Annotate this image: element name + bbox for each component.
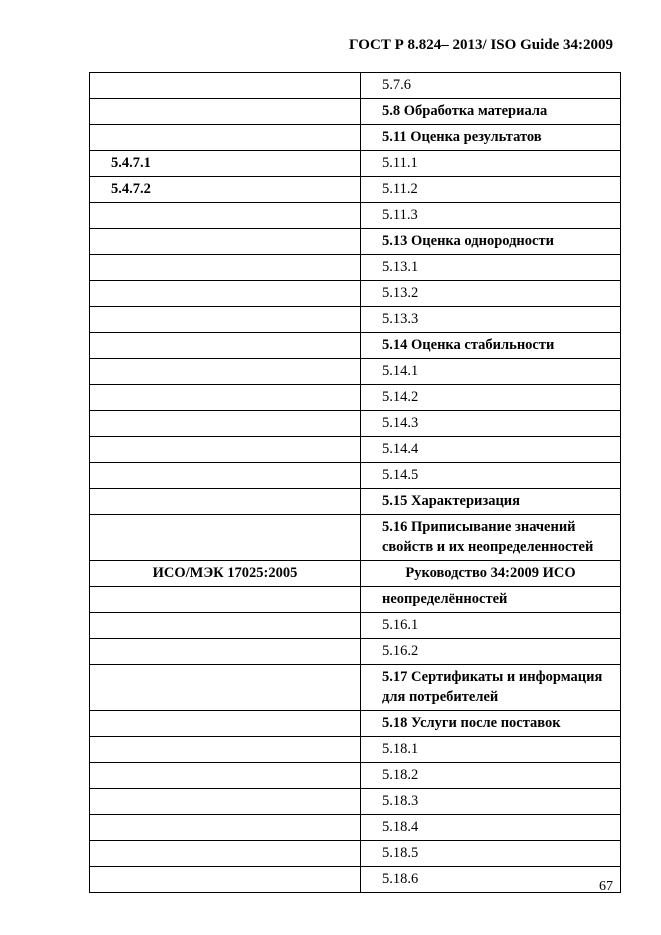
table-row [90, 665, 621, 711]
table-row [90, 489, 621, 515]
iso-17025-clause-cell [90, 665, 361, 711]
guide-34-clause-cell: 5.14.4 [361, 437, 621, 463]
table-row [90, 203, 621, 229]
guide-34-clause-cell: 5.8 Обработка материала [361, 99, 621, 125]
guide-34-clause-cell: 5.17 Сертификаты и информация для потребителей [361, 665, 621, 711]
table-row [90, 463, 621, 489]
table-header-row [90, 561, 621, 587]
table-row [90, 229, 621, 255]
table-row [90, 841, 621, 867]
iso-17025-clause-cell [90, 359, 361, 385]
guide-34-clause-cell: 5.16.1 [361, 613, 621, 639]
iso-17025-clause-cell: 5.4.7.2 [90, 177, 361, 203]
iso-17025-clause-cell [90, 463, 361, 489]
iso-17025-clause-cell: 5.4.7.1 [90, 151, 361, 177]
guide-34-clause-cell: 5.18.5 [361, 841, 621, 867]
iso-17025-clause-cell [90, 203, 361, 229]
guide-34-clause-cell: 5.18 Услуги после поставок [361, 711, 621, 737]
iso-17025-clause-cell [90, 437, 361, 463]
guide-34-clause-cell: 5.18.3 [361, 789, 621, 815]
guide-34-clause-cell: 5.7.6 [361, 73, 621, 99]
guide-34-clause-cell: 5.18.6 [361, 867, 621, 893]
iso-17025-clause-cell [90, 763, 361, 789]
guide-34-clause-cell: 5.13 Оценка однородности [361, 229, 621, 255]
table-row [90, 73, 621, 99]
guide-34-clause-cell: 5.14.1 [361, 359, 621, 385]
guide-34-clause-cell: 5.14.5 [361, 463, 621, 489]
table-row [90, 613, 621, 639]
iso-17025-clause-cell [90, 613, 361, 639]
guide-34-clause-cell: 5.11 Оценка результатов [361, 125, 621, 151]
iso-17025-clause-cell [90, 281, 361, 307]
iso-17025-clause-cell [90, 99, 361, 125]
guide-34-clause-cell: 5.16 Приписывание значений свойств и их неопределенностей [361, 515, 621, 561]
table-row [90, 437, 621, 463]
iso-17025-clause-cell [90, 639, 361, 665]
iso-17025-clause-cell [90, 255, 361, 281]
page-number: 67 [599, 879, 613, 894]
table-row [90, 867, 621, 893]
guide-34-clause-cell: 5.13.2 [361, 281, 621, 307]
iso-17025-clause-cell [90, 515, 361, 561]
table-row [90, 151, 621, 177]
table-row [90, 711, 621, 737]
guide-34-clause-cell: 5.13.3 [361, 307, 621, 333]
iso-17025-clause-cell: ИСО/МЭК 17025:2005 [90, 561, 361, 587]
table-row [90, 307, 621, 333]
iso-17025-clause-cell [90, 229, 361, 255]
iso-17025-clause-cell [90, 73, 361, 99]
guide-34-clause-cell: 5.16.2 [361, 639, 621, 665]
guide-34-clause-cell: неопределённостей [361, 587, 621, 613]
guide-34-clause-cell: Руководство 34:2009 ИСО [361, 561, 621, 587]
iso-17025-clause-cell [90, 587, 361, 613]
iso-17025-clause-cell [90, 737, 361, 763]
table-row [90, 515, 621, 561]
iso-17025-clause-cell [90, 789, 361, 815]
guide-34-clause-cell: 5.11.2 [361, 177, 621, 203]
guide-34-clause-cell: 5.15 Характеризация [361, 489, 621, 515]
table-row [90, 281, 621, 307]
guide-34-clause-cell: 5.11.3 [361, 203, 621, 229]
iso-17025-clause-cell [90, 307, 361, 333]
correspondence-table [89, 72, 621, 893]
iso-17025-clause-cell [90, 333, 361, 359]
guide-34-clause-cell: 5.18.4 [361, 815, 621, 841]
guide-34-clause-cell: 5.18.1 [361, 737, 621, 763]
table-row [90, 99, 621, 125]
table-row [90, 789, 621, 815]
table-row [90, 763, 621, 789]
guide-34-clause-cell: 5.14 Оценка стабильности [361, 333, 621, 359]
guide-34-clause-cell: 5.13.1 [361, 255, 621, 281]
table-row [90, 639, 621, 665]
iso-17025-clause-cell [90, 711, 361, 737]
iso-17025-clause-cell [90, 125, 361, 151]
iso-17025-clause-cell [90, 385, 361, 411]
page-header-title: ГОСТ Р 8.824– 2013/ ISO Guide 34:2009 [349, 37, 613, 53]
table-row [90, 125, 621, 151]
guide-34-clause-cell: 5.14.3 [361, 411, 621, 437]
iso-17025-clause-cell [90, 815, 361, 841]
iso-17025-clause-cell [90, 489, 361, 515]
table-row [90, 333, 621, 359]
table-row [90, 255, 621, 281]
table-row [90, 177, 621, 203]
iso-17025-clause-cell [90, 841, 361, 867]
table-row [90, 359, 621, 385]
guide-34-clause-cell: 5.14.2 [361, 385, 621, 411]
table-row [90, 737, 621, 763]
table-row [90, 815, 621, 841]
iso-17025-clause-cell [90, 867, 361, 893]
guide-34-clause-cell: 5.11.1 [361, 151, 621, 177]
table-row [90, 385, 621, 411]
table-row [90, 587, 621, 613]
table-row [90, 411, 621, 437]
iso-17025-clause-cell [90, 411, 361, 437]
guide-34-clause-cell: 5.18.2 [361, 763, 621, 789]
